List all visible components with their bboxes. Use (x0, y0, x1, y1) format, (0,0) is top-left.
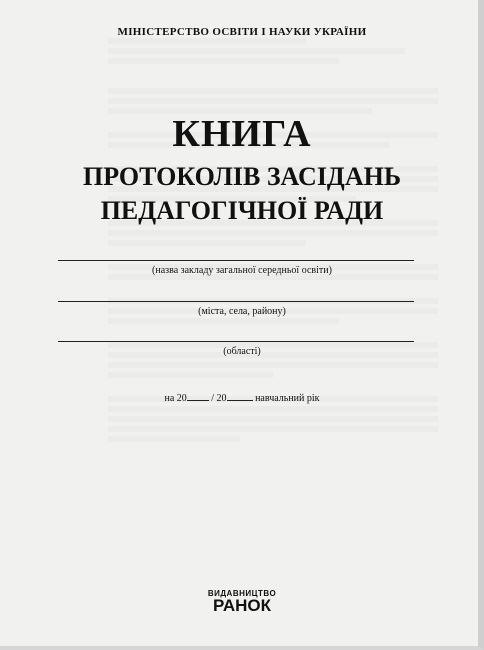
institution-fill-line (58, 260, 414, 261)
institution-caption: (назва закладу загальної середньої освіти) (152, 265, 332, 276)
year-mid: / 20 (211, 393, 227, 404)
region-fill-line (58, 341, 414, 342)
publisher-logo (0, 589, 484, 614)
ministry-header: МІНІСТЕРСТВО ОСВІТИ І НАУКИ УКРАЇНИ (117, 26, 367, 38)
book-subtitle-line2: ПЕДАГОГІЧНОЇ РАДИ (100, 196, 384, 225)
publisher-label: ВИДАВНИЦТВО (207, 589, 277, 598)
book-subtitle-line1: ПРОТОКОЛІВ ЗАСІДАНЬ (82, 162, 402, 191)
year-suffix: навчальний рік (255, 393, 320, 404)
region-caption: (області) (223, 346, 261, 357)
year-blank-2 (227, 391, 253, 401)
book-title: КНИГА (172, 113, 312, 155)
publisher-name: РАНОК (213, 596, 271, 615)
year-blank-1 (187, 391, 209, 401)
year-prefix: на 20 (164, 393, 187, 404)
city-caption: (міста, села, району) (198, 306, 286, 317)
city-fill-line (58, 301, 414, 302)
academic-year-line (0, 391, 484, 404)
bleed-through-text (108, 34, 438, 446)
